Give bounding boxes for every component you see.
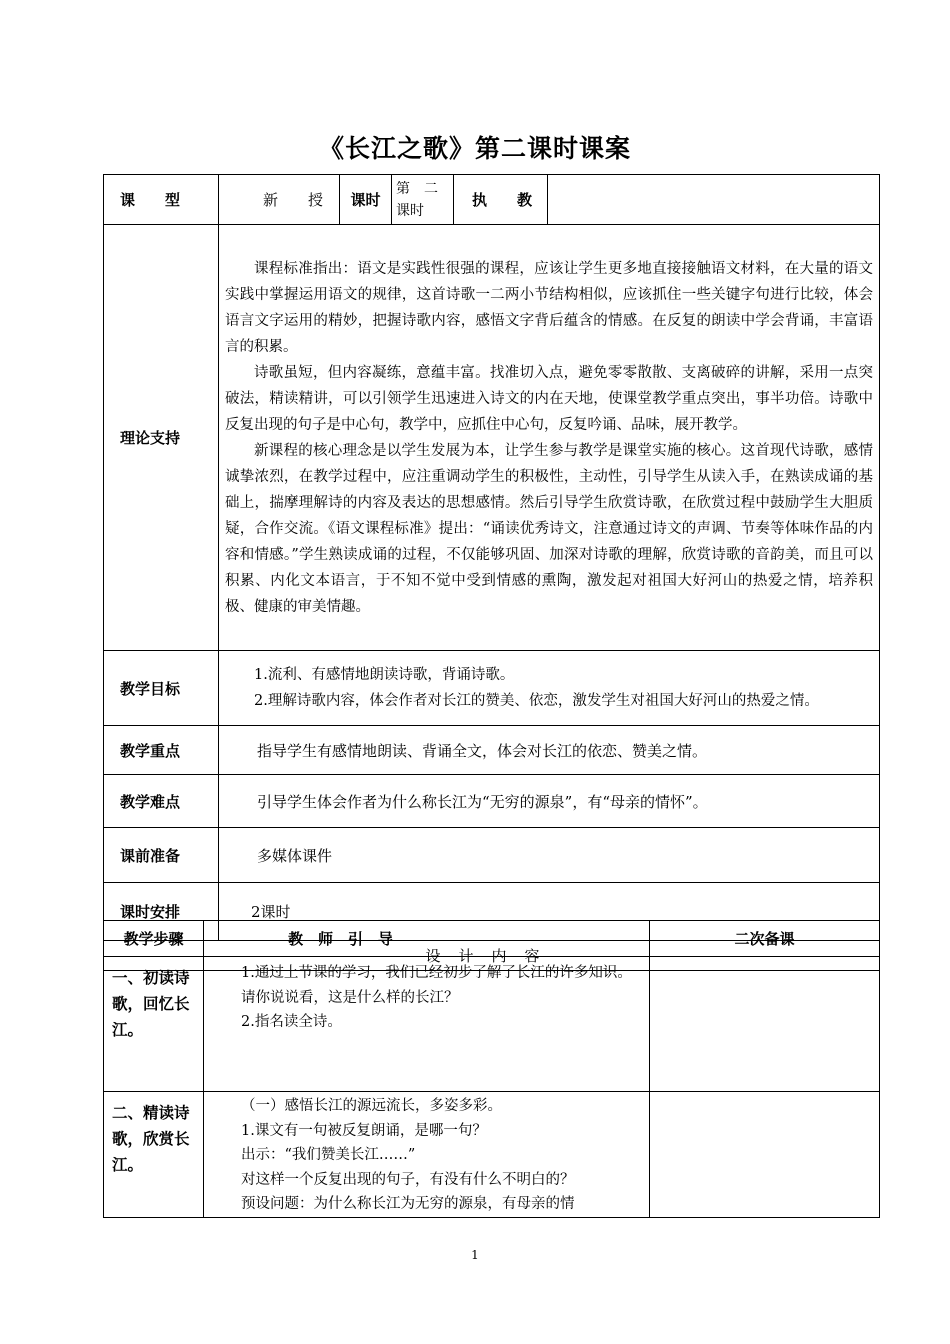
key-value: 指导学生有感情地朗读、背诵全文，体会对长江的依恋、赞美之情。 [219, 726, 880, 775]
lesson-info-table [103, 174, 880, 971]
steps-header-row [104, 921, 880, 957]
difficulty-row [104, 775, 880, 828]
step-line: 1.课文有一句被反复朗诵，是哪一句？ [241, 1122, 487, 1139]
step-line: （一）感悟长江的源远流长，多姿多彩。 [241, 1098, 502, 1114]
step-content [204, 1092, 650, 1218]
step-line: 2.指名读全诗。 [241, 1014, 342, 1030]
theory-paragraph-3: 新课程的核心理念是以学生发展为本，让学生参与教学是课堂实施的核心。这首现代诗歌，感情诚挚浓烈，在教学过程中，应注重调动学生的积极性，主动性，引导学生从读入手，在熟读成诵的基础上，揣摩理解诗的内容及表达的思想感情。然后引导学生欣赏诗歌，在欣赏过程中鼓励学生大胆质疑，合作交流。《语文课程标准》提出：“诵读优秀诗文，注意通过诗文的声调、节奏等体味作品的内容和情感。”学生熟读成诵的过程，不仅能够巩固、加深对诗歌的理解，欣赏诗歌的音韵美，而且可以积累、内化文本语言，于不知不觉中受到情感的熏陶，激发起对祖国大好河山的热爱之情，培养积极、健康的审美情趣。 [225, 442, 873, 615]
theory-text [219, 225, 880, 651]
prep2-cell [650, 957, 880, 1092]
step-line: 预设问题：为什么称长江为无穷的源泉，有母亲的情 [241, 1196, 575, 1212]
col-prep2: 二次备课 [650, 921, 880, 957]
goal-text [219, 651, 880, 726]
step-line: 对这样一个反复出现的句子，有没有什么不明白的？ [241, 1171, 575, 1188]
table-row [104, 957, 880, 1092]
schedule-label: 课时安排 [104, 883, 219, 941]
prep-row [104, 828, 880, 883]
prep2-cell [650, 1092, 880, 1218]
prep-value: 多媒体课件 [219, 828, 880, 883]
table-row [104, 1092, 880, 1218]
theory-label: 理论支持 [104, 225, 219, 651]
page-title: 《长江之歌》第二课时课案 [318, 134, 631, 163]
header-row [104, 175, 880, 225]
type-label: 课 型 [104, 175, 219, 225]
teacher-value [548, 175, 880, 225]
step-label: 一、初读诗歌，回忆长江。 [104, 957, 204, 1092]
goal-item-2: 2.理解诗歌内容，体会作者对长江的赞美、依恋，激发学生对祖国大好河山的热爱之情。 [254, 693, 819, 709]
theory-paragraph-2: 诗歌虽短，但内容凝练，意蕴丰富。找准切入点，避免零零散散、支离破碎的讲解，采用一点突破法，精读精讲，可以引领学生迅速进入诗文的内在天地，使课堂教学重点突出，事半功倍。诗歌中反复出现的句子是中心句，教学中，应抓住中心句，反复吟诵、品味，展开教学。 [225, 364, 873, 433]
steps-table [103, 920, 880, 1218]
step-line: 出示：“我们赞美长江……” [241, 1147, 416, 1163]
col-guide: 教 师 引 导 [204, 921, 650, 957]
period-label: 课时 [340, 175, 392, 225]
step-line: 1.通过上节课的学习，我们已经初步了解了长江的许多知识。 [241, 965, 632, 981]
goal-item-1: 1.流利、有感情地朗读诗歌，背诵诗歌。 [254, 667, 515, 683]
key-label: 教学重点 [104, 726, 219, 775]
step-label: 二、精读诗歌，欣赏长江。 [104, 1092, 204, 1218]
difficulty-value: 引导学生体会作者为什么称长江为“无穷的源泉”，有“母亲的情怀”。 [219, 775, 880, 828]
goal-row [104, 651, 880, 726]
key-row [104, 726, 880, 775]
schedule-value: 2课时 [219, 883, 880, 941]
step-line: 请你说说看，这是什么样的长江？ [241, 989, 459, 1006]
theory-paragraph-1: 课程标准指出：语文是实践性很强的课程，应该让学生更多地直接接触语文材料，在大量的语文实践中掌握运用语文的规律，这首诗歌一二两小节结构相似，应该抓住一些关键字句进行比较，体会语言文字运用的精妙，把握诗歌内容，感悟文字背后蕴含的情感。在反复的朗读中学会背诵，丰富语言的积累。 [225, 260, 873, 355]
page-number: 1 [471, 1248, 479, 1262]
type-value: 新 授 [219, 175, 340, 225]
difficulty-label: 教学难点 [104, 775, 219, 828]
col-steps: 教学步骤 [104, 921, 204, 957]
teacher-label: 执 教 [454, 175, 548, 225]
period-value: 第 二课时 [392, 175, 454, 225]
goal-label: 教学目标 [104, 651, 219, 726]
step-content [204, 957, 650, 1092]
theory-row [104, 225, 880, 651]
prep-label: 课前准备 [104, 828, 219, 883]
design-header: 设计内容 [104, 941, 880, 971]
